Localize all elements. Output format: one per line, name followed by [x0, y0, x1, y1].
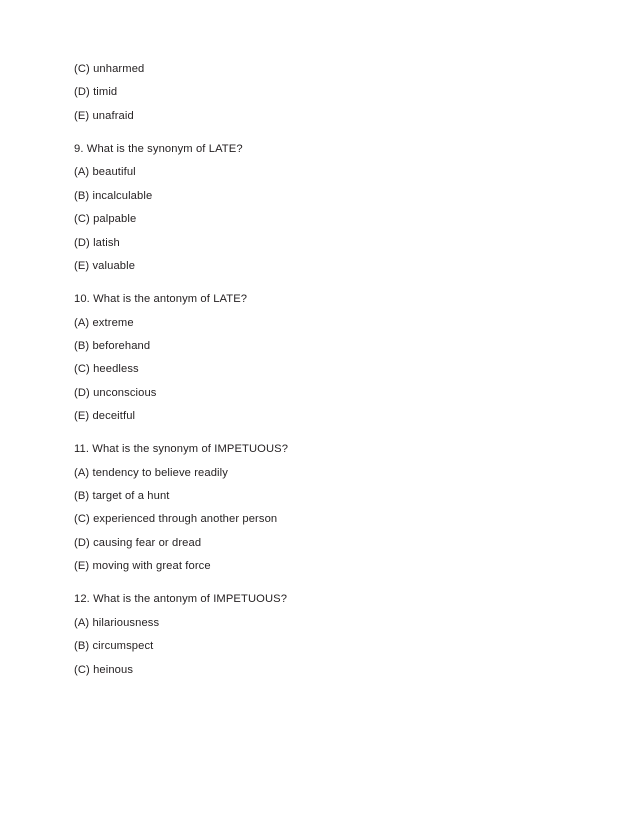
list-item: (A) tendency to believe readily	[74, 466, 228, 479]
list-item: (E) unafraid	[74, 109, 134, 122]
list-item: (C) unharmed	[74, 63, 145, 75]
list-item: (E) valuable	[74, 259, 136, 272]
list-item: (A) beautiful	[74, 166, 136, 179]
list-item: (B) circumspect	[74, 640, 154, 653]
list-item: (D) latish	[74, 236, 120, 249]
list-item: (C) heinous	[74, 663, 134, 676]
list-item: (B) target of a hunt	[74, 490, 170, 503]
list-item: (D) causing fear or dread	[74, 536, 202, 549]
question-block-12	[74, 594, 568, 675]
list-item: (E) moving with great force	[74, 560, 211, 573]
answer-options-block	[74, 64, 568, 122]
list-item: (C) experienced through another person	[74, 513, 278, 526]
list-item: (C) heedless	[74, 363, 139, 376]
document-body	[74, 64, 568, 676]
question-text: 10. What is the antonym of LATE?	[74, 293, 248, 306]
list-item: (A) extreme	[74, 316, 134, 329]
question-block-10	[74, 294, 568, 422]
question-block-9	[74, 144, 568, 272]
question-text: 11. What is the synonym of IMPETUOUS?	[74, 443, 289, 456]
list-item: (C) palpable	[74, 213, 137, 226]
question-text: 9. What is the synonym of LATE?	[74, 142, 243, 155]
list-item: (A) hilariousness	[74, 616, 160, 629]
list-item: (D) unconscious	[74, 386, 157, 399]
list-item: (E) deceitful	[74, 410, 136, 423]
list-item: (B) incalculable	[74, 189, 153, 202]
list-item: (B) beforehand	[74, 339, 151, 352]
question-block-11	[74, 444, 568, 572]
list-item: (D) timid	[74, 86, 118, 99]
question-text: 12. What is the antonym of IMPETUOUS?	[74, 593, 288, 606]
